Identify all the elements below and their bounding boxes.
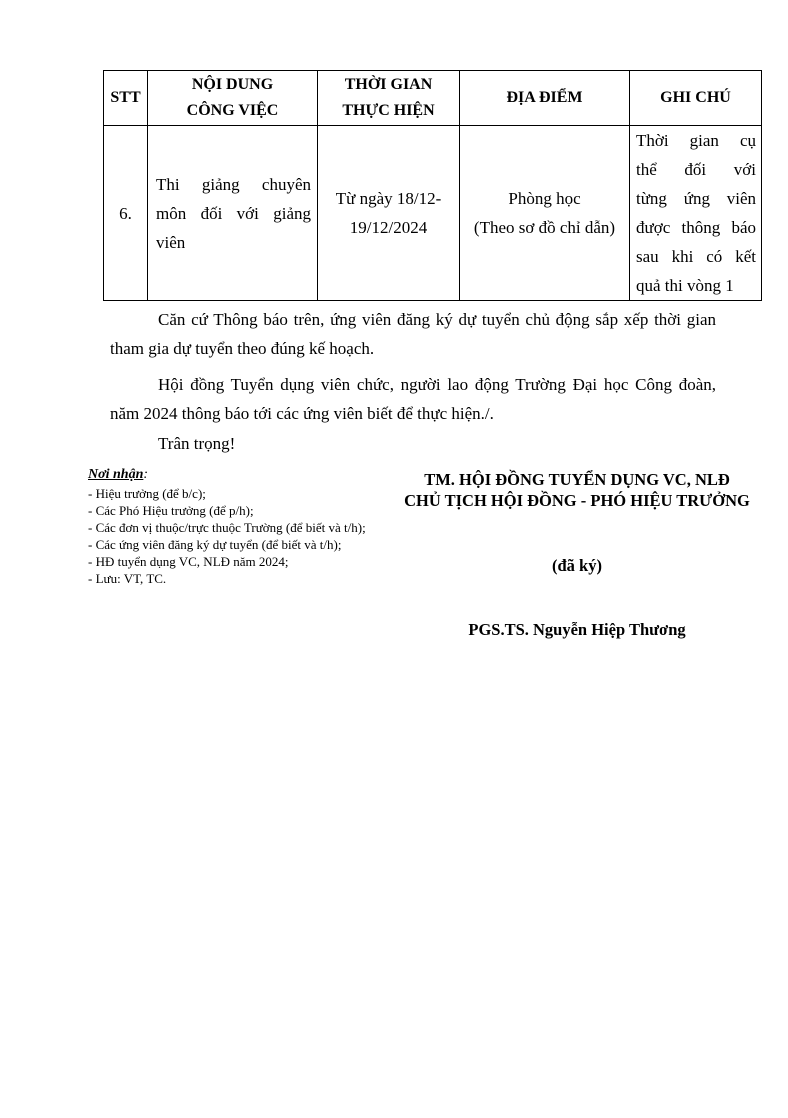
signature-title-line1: TM. HỘI ĐỒNG TUYỂN DỤNG VC, NLĐ bbox=[424, 470, 730, 489]
cell-note-line: Thời gian cụ bbox=[636, 131, 756, 150]
schedule-table bbox=[103, 70, 762, 301]
cell-note-line: quả thi vòng 1 bbox=[636, 276, 734, 295]
recipients-colon: : bbox=[143, 467, 149, 482]
signer-name: PGS.TS. Nguyễn Hiệp Thương bbox=[468, 620, 686, 639]
signature-title-line2: CHỦ TỊCH HỘI ĐỒNG - PHÓ HIỆU TRƯỞNG bbox=[404, 491, 750, 510]
paragraph-notice-text: Hội đồng Tuyển dụng viên chức, người lao động Trường Đại học Công đoàn, năm 2024 thông báo tới các ứng viên biết để thực hiện./. bbox=[110, 375, 716, 423]
recipients-block bbox=[88, 465, 398, 587]
paragraph-plan bbox=[110, 305, 716, 363]
header-note: GHI CHÚ bbox=[630, 71, 762, 126]
cell-note bbox=[630, 126, 762, 301]
recipients-title: Nơi nhận bbox=[88, 467, 144, 482]
paragraph-plan-text: Căn cứ Thông báo trên, ứng viên đăng ký dự tuyển chủ động sắp xếp thời gian tham gia dự tuyển theo đúng kế hoạch. bbox=[110, 310, 716, 358]
recipient-item: - Các Phó Hiệu trưởng (để p/h); bbox=[88, 503, 254, 518]
cell-stt: 6. bbox=[104, 126, 148, 301]
cell-content-line: viên bbox=[156, 232, 186, 252]
cell-note-line: thể đối với bbox=[636, 160, 756, 179]
cell-place-line: (Theo sơ đồ chỉ dẫn) bbox=[473, 218, 616, 237]
header-stt: STT bbox=[104, 71, 148, 126]
cell-place-line: Phòng học bbox=[508, 189, 581, 208]
cell-time-line: Từ ngày 18/12- bbox=[335, 189, 442, 208]
paragraph-notice bbox=[110, 370, 716, 428]
header-content-line: NỘI DUNG bbox=[191, 76, 274, 93]
cell-note-line: từng ứng viên bbox=[636, 189, 756, 208]
table-header-row bbox=[104, 71, 762, 126]
recipient-item: - Lưu: VT, TC. bbox=[88, 571, 167, 586]
cell-note-line: được thông báo bbox=[636, 218, 756, 237]
header-time bbox=[318, 71, 460, 126]
recipient-item: - Các ứng viên đăng ký dự tuyển (để biết và t/h); bbox=[88, 537, 342, 552]
cell-place bbox=[460, 126, 630, 301]
header-content-line: CÔNG VIỆC bbox=[186, 102, 279, 119]
cell-content-line: môn đối với giảng bbox=[156, 203, 311, 223]
cell-content bbox=[148, 126, 318, 301]
recipient-item: - Các đơn vị thuộc/trực thuộc Trường (để biết và t/h); bbox=[88, 520, 366, 535]
signature-status: (đã ký) bbox=[552, 556, 602, 575]
table-row bbox=[104, 126, 762, 301]
cell-time bbox=[318, 126, 460, 301]
header-time-line: THỜI GIAN bbox=[344, 76, 433, 93]
header-time-line: THỰC HIỆN bbox=[342, 102, 435, 119]
recipients-heading bbox=[88, 465, 398, 483]
header-content bbox=[148, 71, 318, 126]
recipient-item: - Hiệu trưởng (để b/c); bbox=[88, 486, 206, 501]
recipient-item: - HĐ tuyển dụng VC, NLĐ năm 2024; bbox=[88, 554, 289, 569]
cell-content-line: Thi giảng chuyên bbox=[156, 174, 311, 194]
paragraph-closing-text: Trân trọng! bbox=[158, 434, 236, 453]
header-place: ĐỊA ĐIỂM bbox=[460, 71, 630, 126]
cell-time-line: 19/12/2024 bbox=[349, 218, 428, 237]
paragraph-closing bbox=[110, 429, 716, 458]
cell-note-line: sau khi có kết bbox=[636, 247, 756, 266]
